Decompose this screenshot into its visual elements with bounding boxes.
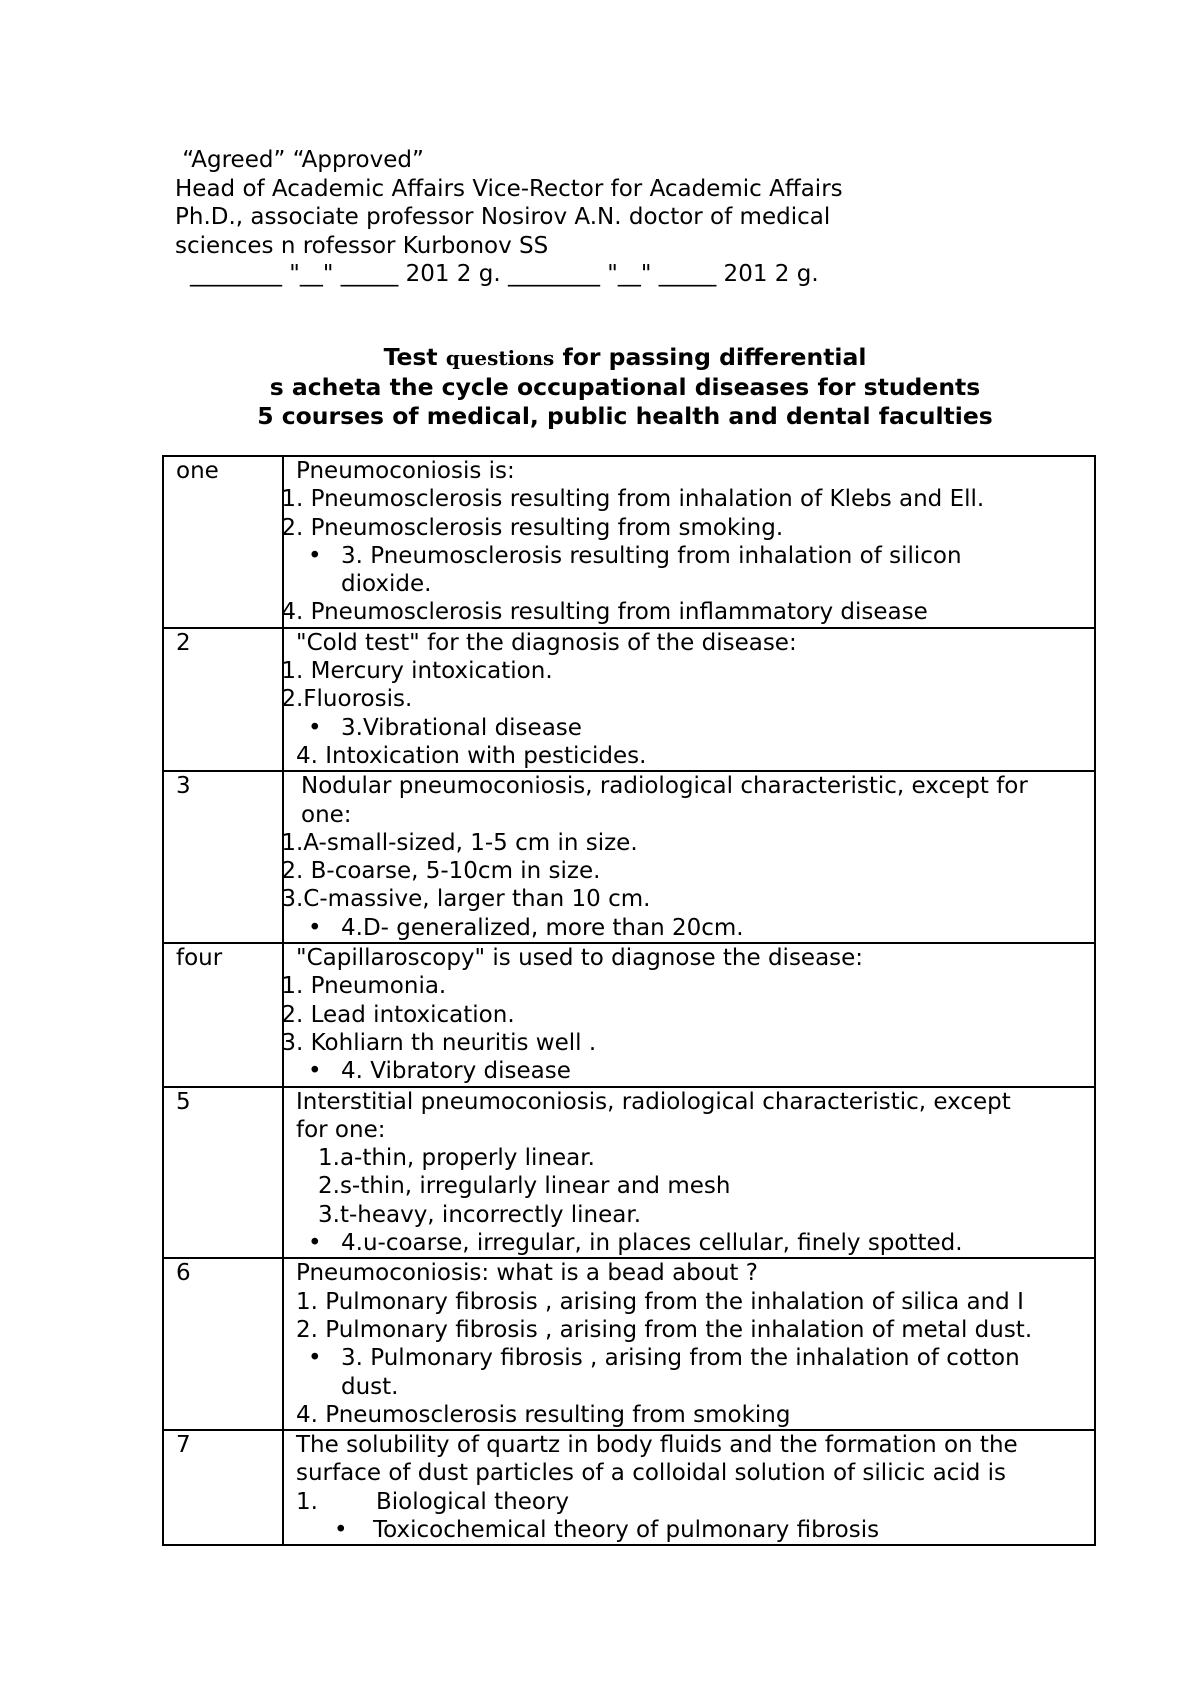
title-line-3: 5 courses of medical, public health and dental faculties xyxy=(257,402,993,430)
question-number: 3 xyxy=(163,771,283,943)
question-number: 5 xyxy=(163,1087,283,1259)
answer-option: 1.a-thin, properly linear. xyxy=(318,1145,595,1172)
question-text: Pneumoconiosis is: xyxy=(296,458,515,484)
answer-option: 3.t-heavy, incorrectly linear. xyxy=(318,1201,641,1228)
title-line-2: s acheta the cycle occupational diseases for students xyxy=(269,373,981,401)
questions-table xyxy=(162,455,1096,1546)
question-text: "Capillaroscopy" is used to diagnose the disease: xyxy=(296,945,864,972)
document-title xyxy=(160,343,1090,431)
bullet-icon: • xyxy=(308,1230,322,1257)
table-row xyxy=(163,1087,1095,1259)
question-number: 6 xyxy=(163,1258,283,1430)
answer-option: 3 .C-massive, larger than 10 cm. xyxy=(281,886,651,913)
answer-option: 1. Pulmonary fibrosis , arising from the inhalation of silica and I xyxy=(296,1288,1024,1315)
header-agreed-approved: “Agreed” “Approved” xyxy=(175,147,424,173)
answer-option: 1 . Mercury intoxication. xyxy=(281,658,553,685)
bullet-icon: • xyxy=(308,1345,322,1372)
question-text-continuation: for one: xyxy=(296,1116,386,1143)
answer-option-continuation: dust. xyxy=(341,1373,399,1400)
question-text: "Cold test" for the diagnosis of the disease: xyxy=(296,629,797,656)
table-row xyxy=(163,456,1095,628)
table-row xyxy=(163,1258,1095,1430)
title-questions: questions xyxy=(445,346,555,370)
correct-answer-option: • Toxicochemical theory of pulmonary fibrosis xyxy=(334,1516,880,1543)
bullet-icon: • xyxy=(308,1058,322,1085)
answer-option: 1 . Pneumonia. xyxy=(281,973,447,1000)
correct-answer-option: • 3. Pulmonary fibrosis , arising from the inhalation of cotton xyxy=(308,1345,1020,1372)
answer-option: 4. Pneumosclerosis resulting from smoking xyxy=(296,1401,791,1428)
answer-option: 1 .A-small-sized, 1-5 cm in size. xyxy=(281,829,638,856)
question-text-continuation: surface of dust particles of a colloidal solution of silicic acid is xyxy=(296,1460,1006,1487)
approval-header xyxy=(175,146,843,289)
bullet-icon: • xyxy=(334,1516,348,1543)
answer-option: 3 . Kohliarn th neuritis well . xyxy=(281,1029,597,1056)
question-content xyxy=(283,771,1095,943)
answer-option: 1. Biological theory xyxy=(296,1488,570,1515)
question-text-continuation: one: xyxy=(301,801,352,828)
answer-option: 4. Intoxication with pesticides. xyxy=(296,742,647,769)
answer-option: 2 . Pneumosclerosis resulting from smoking. xyxy=(281,514,784,541)
header-signature-lines: ________ "__" _____ 201 2 g. ________ "__" _____ 201 2 g. xyxy=(190,261,819,287)
question-content xyxy=(283,1087,1095,1259)
header-names-1: Ph.D., associate professor Nosirov A.N. doctor of medical xyxy=(175,204,831,230)
question-text: Interstitial pneumoconiosis, radiological characteristic, except xyxy=(296,1088,1011,1115)
header-names-2: sciences n rofessor Kurbonov SS xyxy=(175,232,549,259)
answer-option: 2 . Lead intoxication. xyxy=(281,1001,515,1028)
question-text: The solubility of quartz in body fluids and the formation on the xyxy=(296,1432,1018,1459)
answer-option-continuation: dioxide. xyxy=(341,571,432,598)
question-text: Pneumoconiosis: what is a bead about ? xyxy=(296,1260,758,1287)
correct-answer-option: • 3. Pneumosclerosis resulting from inhalation of silicon xyxy=(308,542,962,569)
answer-option: 2 .Fluorosis. xyxy=(281,686,413,713)
bullet-icon: • xyxy=(308,914,322,941)
bullet-icon: • xyxy=(308,542,322,569)
correct-answer-option: • 4.D- generalized, more than 20cm. xyxy=(308,914,744,941)
answer-option: 2.s-thin, irregularly linear and mesh xyxy=(318,1173,731,1200)
question-text: Nodular pneumoconiosis, radiological characteristic, except for xyxy=(301,773,1028,800)
table-row xyxy=(163,628,1095,771)
header-titles: Head of Academic Affairs Vice-Rector for Academic Affairs xyxy=(175,175,843,202)
title-line-1 xyxy=(160,343,1090,373)
answer-option: 2. Pulmonary fibrosis , arising from the inhalation of metal dust. xyxy=(296,1316,1033,1343)
bullet-icon: • xyxy=(308,714,322,741)
answer-option: 4 . Pneumosclerosis resulting from inflammatory disease xyxy=(281,599,928,626)
answer-option: 1 . Pneumosclerosis resulting from inhalation of Klebs and Ell. xyxy=(281,486,985,513)
answer-option: 2 . B-coarse, 5-10cm in size. xyxy=(281,858,601,885)
question-content xyxy=(283,1430,1095,1545)
question-content xyxy=(283,628,1095,771)
question-number: one xyxy=(163,456,283,628)
correct-answer-option: • 4.u-coarse, irregular, in places cellular, finely spotted. xyxy=(308,1230,963,1257)
table-row xyxy=(163,771,1095,943)
title-rest: for passing differential xyxy=(554,343,867,371)
title-test: Test xyxy=(383,343,446,371)
table-row xyxy=(163,943,1095,1086)
question-number: four xyxy=(163,943,283,1086)
question-number: 2 xyxy=(163,628,283,771)
question-content xyxy=(283,456,1095,628)
correct-answer-option: • 4. Vibratory disease xyxy=(308,1058,571,1085)
correct-answer-option: • 3.Vibrational disease xyxy=(308,714,582,741)
table-row xyxy=(163,1430,1095,1545)
question-content xyxy=(283,943,1095,1086)
question-number: 7 xyxy=(163,1430,283,1545)
question-content xyxy=(283,1258,1095,1430)
